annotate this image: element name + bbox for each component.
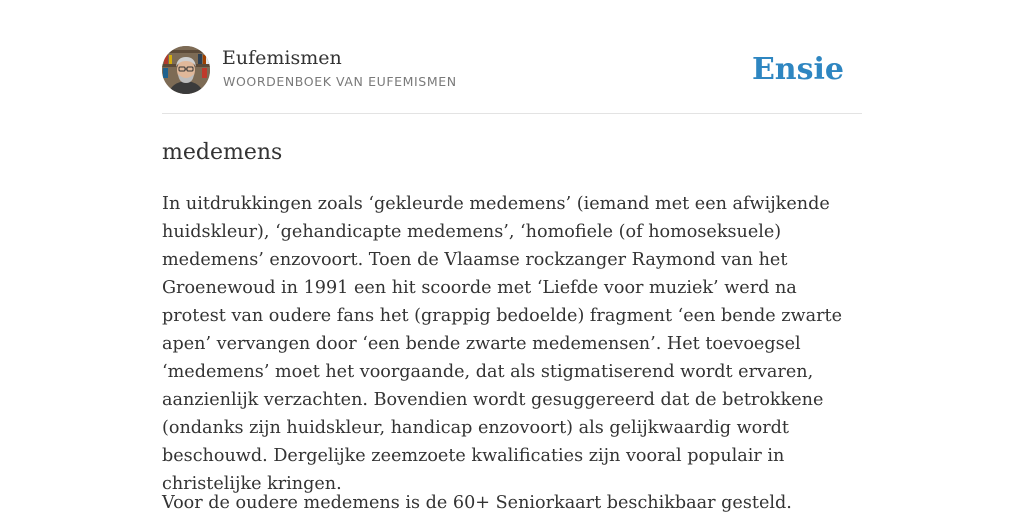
source-title[interactable]: Eufemismen [222,47,342,69]
author-portrait-icon [162,46,210,94]
ensie-logo[interactable]: Ensie [751,52,844,87]
entry-definition: In uitdrukkingen zoals ‘gekleurde medemens’ (iemand met een afwijkende huidskleur), ‘gehandicapte medemens’, ‘homofiele (of homoseksuele) medemens’ enzovoort. Toen de Vlaamse rockzanger Raymond van het Groenewoud in 1991 een hit scoorde met ‘Liefde voor muziek’ werd na protest van oudere fans het (grappig bedoelde) fragment ‘een bende zwarte apen’ vervangen door ‘een bende zwarte medemensen’. Het toevoegsel ‘medemens’ moet het voorgaande, dat als stigmatiserend wordt ervaren, aanzienlijk verzachten. Bovendien wordt gesuggereerd dat de betrokkene (ondanks zijn huidskleur, handicap enzovoort) als gelijkwaardig wordt beschouwd. Dergelijke zeemzoete kwalificaties zijn vooral populair in christelijke kringen. [162,194,842,494]
source-subtitle: WOORDENBOEK VAN EUFEMISMEN [223,74,457,89]
avatar[interactable] [162,46,210,94]
source-header [162,46,862,96]
entry-example: Voor de oudere medemens is de 60+ Seniorkaart beschikbaar gesteld. [162,493,792,512]
header-divider [162,113,862,114]
entry-title: medemens [162,140,283,165]
